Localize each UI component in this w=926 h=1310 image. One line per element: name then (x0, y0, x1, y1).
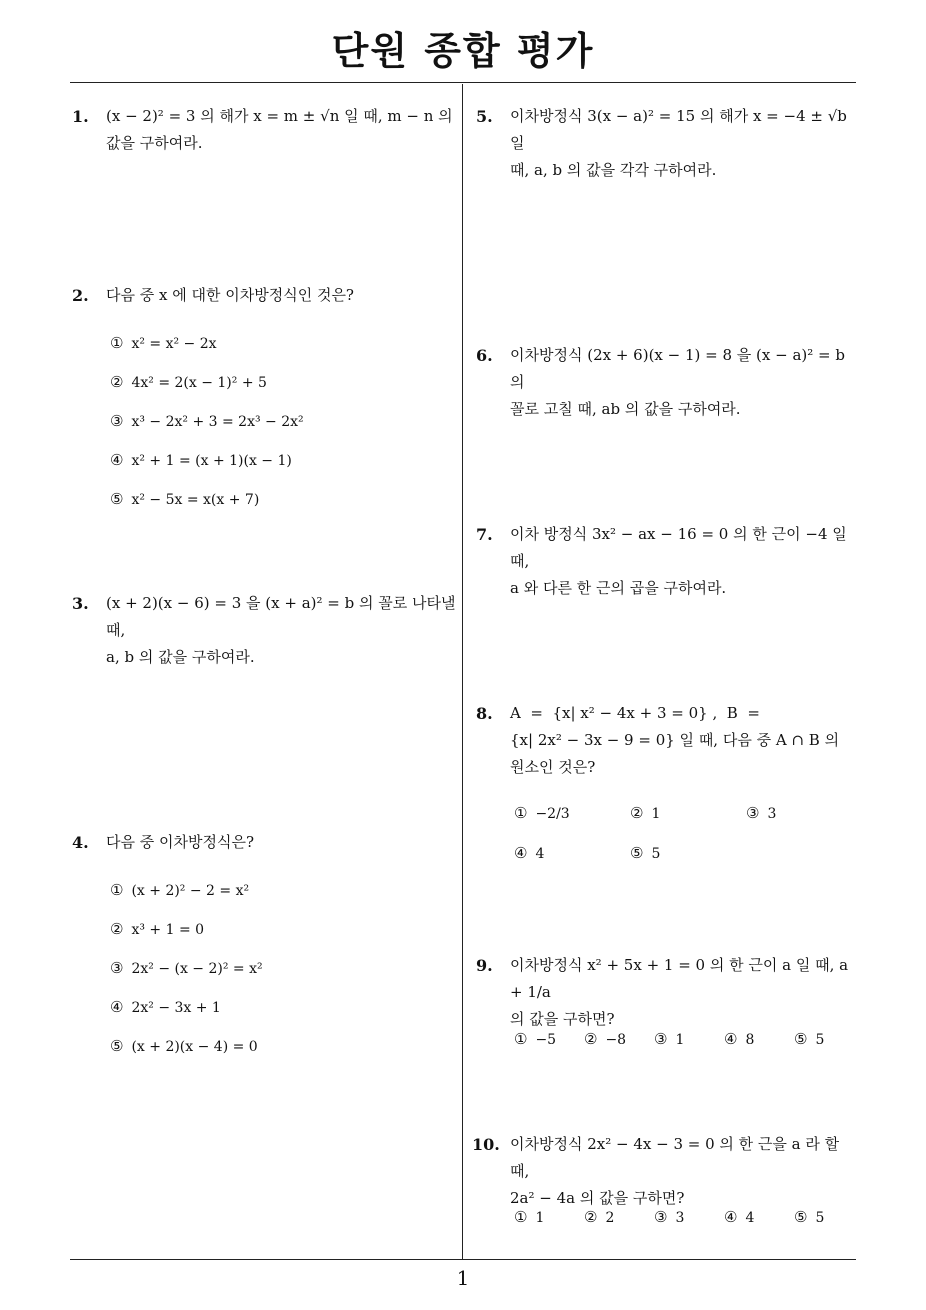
option-marker: ① (514, 804, 528, 822)
option-marker: ② (110, 920, 124, 938)
option[interactable] (654, 1030, 684, 1048)
option-marker: ① (110, 881, 124, 899)
option-marker: ⑤ (794, 1030, 808, 1048)
option-text: x² = x² − 2x (131, 336, 217, 352)
option-text: x³ + 1 = 0 (131, 922, 205, 938)
option-text: −2/3 (535, 806, 570, 822)
option-marker: ① (110, 334, 124, 352)
option-marker: ④ (724, 1208, 738, 1226)
option[interactable] (514, 1030, 556, 1048)
option[interactable] (514, 844, 544, 862)
column-divider (462, 84, 463, 1260)
option[interactable] (110, 490, 259, 508)
footer-rule (70, 1259, 856, 1260)
option[interactable] (110, 1037, 258, 1055)
option-text: 4 (745, 1210, 755, 1226)
option-marker: ⑤ (110, 490, 124, 508)
option-text: −8 (605, 1032, 627, 1048)
option-text: 5 (651, 846, 661, 862)
question-text: 이차방정식 2x² − 4x − 3 = 0 의 한 근을 a 라 할 때, 2a² − 4a 의 값을 구하면? (510, 1135, 840, 1207)
option[interactable] (514, 804, 570, 822)
option[interactable] (584, 1030, 626, 1048)
option-marker: ③ (110, 412, 124, 430)
question-1 (72, 103, 456, 157)
option-marker: ④ (110, 451, 124, 469)
option[interactable] (110, 959, 263, 977)
option-text: 2x² − 3x + 1 (131, 1000, 221, 1016)
question-number: 6. (476, 346, 493, 365)
option-text: 4 (535, 846, 545, 862)
question-text: (x + 2)(x − 6) = 3 을 (x + a)² = b 의 꼴로 나타낼 때, a, b 의 값을 구하여라. (106, 594, 456, 666)
option-marker: ② (584, 1208, 598, 1226)
question-9 (476, 952, 860, 1033)
option-text: 1 (535, 1210, 545, 1226)
page-number: 1 (456, 1266, 470, 1290)
question-text: A = {x| x² − 4x + 3 = 0} , B = {x| 2x² − 3x − 9 = 0} 일 때, 다음 중 A ∩ B 의 원소인 것은? (510, 704, 840, 776)
option[interactable] (514, 1208, 544, 1226)
question-number: 9. (476, 956, 493, 975)
header-rule (70, 82, 856, 83)
question-text: 다음 중 이차방정식은? (106, 833, 254, 851)
question-2 (72, 282, 456, 309)
option-text: x² + 1 = (x + 1)(x − 1) (131, 453, 292, 469)
option[interactable] (110, 451, 292, 469)
option-marker: ② (584, 1030, 598, 1048)
option-text: −5 (535, 1032, 557, 1048)
option-text: 1 (675, 1032, 685, 1048)
question-10 (472, 1131, 860, 1212)
option-text: 2x² − (x − 2)² = x² (131, 961, 263, 977)
question-number: 8. (476, 704, 493, 723)
option-text: x² − 5x = x(x + 7) (131, 492, 260, 508)
question-number: 1. (72, 107, 89, 126)
page-title: 단원 종합 평가 (331, 29, 595, 73)
option[interactable] (110, 334, 217, 352)
option[interactable] (724, 1030, 754, 1048)
option-text: 5 (815, 1210, 825, 1226)
question-number: 7. (476, 525, 493, 544)
option-text: 8 (745, 1032, 755, 1048)
option-marker: ⑤ (110, 1037, 124, 1055)
option[interactable] (110, 881, 249, 899)
option[interactable] (746, 804, 776, 822)
question-text: 이차방정식 x² + 5x + 1 = 0 의 한 근이 a 일 때, a + 1/a 의 값을 구하면? (510, 956, 849, 1028)
option-text: 3 (767, 806, 777, 822)
option[interactable] (110, 920, 204, 938)
option[interactable] (794, 1208, 824, 1226)
option-marker: ⑤ (794, 1208, 808, 1226)
question-text: 다음 중 x 에 대한 이차방정식인 것은? (106, 286, 354, 304)
question-number: 4. (72, 833, 89, 852)
option-text: 5 (815, 1032, 825, 1048)
option-marker: ④ (724, 1030, 738, 1048)
option-marker: ① (514, 1030, 528, 1048)
option[interactable] (110, 373, 267, 391)
option[interactable] (724, 1208, 754, 1226)
option[interactable] (654, 1208, 684, 1226)
option-marker: ① (514, 1208, 528, 1226)
option-marker: ③ (746, 804, 760, 822)
question-number: 10. (472, 1135, 500, 1154)
option-text: 4x² = 2(x − 1)² + 5 (131, 375, 267, 391)
question-number: 2. (72, 286, 89, 305)
question-text: 이차방정식 3(x − a)² = 15 의 해가 x = −4 ± √b 일 때, a, b 의 값을 각각 구하여라. (510, 107, 847, 179)
option-marker: ④ (110, 998, 124, 1016)
option[interactable] (630, 804, 660, 822)
option[interactable] (630, 844, 660, 862)
question-8 (476, 700, 860, 781)
option-text: (x + 2)(x − 4) = 0 (131, 1039, 258, 1055)
option-marker: ⑤ (630, 844, 644, 862)
question-number: 5. (476, 107, 493, 126)
question-4 (72, 829, 456, 856)
question-text: 이차 방정식 3x² − ax − 16 = 0 의 한 근이 −4 일 때, a 와 다른 한 근의 곱을 구하여라. (510, 525, 847, 597)
option-marker: ③ (654, 1208, 668, 1226)
option-marker: ③ (654, 1030, 668, 1048)
option-marker: ② (110, 373, 124, 391)
question-text: 이차방정식 (2x + 6)(x − 1) = 8 을 (x − a)² = b 의 꼴로 고칠 때, ab 의 값을 구하여라. (510, 346, 845, 418)
option-text: x³ − 2x² + 3 = 2x³ − 2x² (131, 414, 304, 430)
option-marker: ④ (514, 844, 528, 862)
option-text: 2 (605, 1210, 615, 1226)
question-6 (476, 342, 860, 423)
question-number: 3. (72, 594, 89, 613)
question-text: (x − 2)² = 3 의 해가 x = m ± √n 일 때, m − n 의 값을 구하여라. (106, 107, 453, 152)
option[interactable] (110, 998, 221, 1016)
question-3 (72, 590, 456, 671)
option-text: 3 (675, 1210, 685, 1226)
option[interactable] (110, 412, 304, 430)
question-5 (476, 103, 860, 184)
question-7 (476, 521, 860, 602)
option-text: (x + 2)² − 2 = x² (131, 883, 250, 899)
option[interactable] (584, 1208, 614, 1226)
option-text: 1 (651, 806, 661, 822)
option[interactable] (794, 1030, 824, 1048)
option-marker: ③ (110, 959, 124, 977)
option-marker: ② (630, 804, 644, 822)
